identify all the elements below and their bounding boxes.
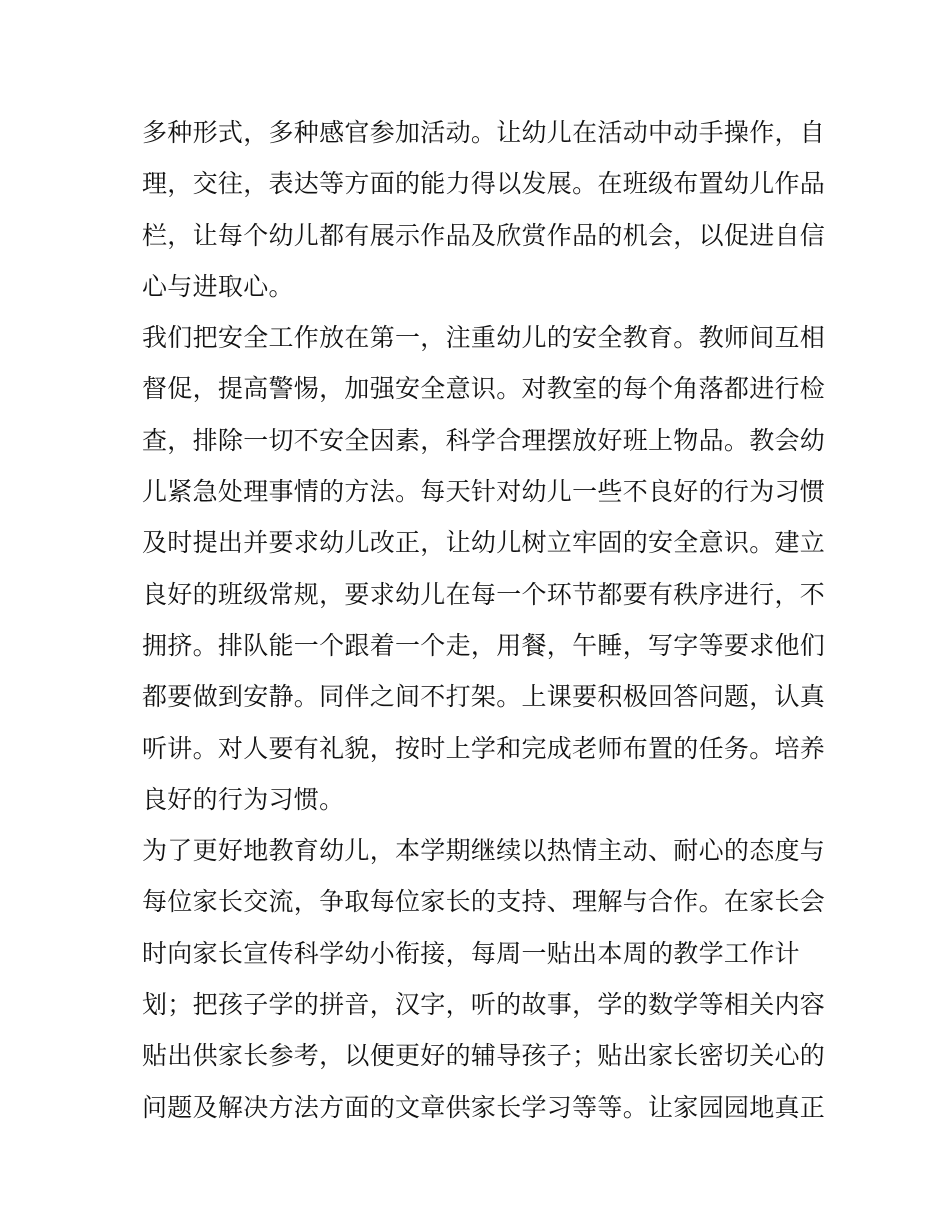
text-line: 栏，让每个幼儿都有展示作品及欣赏作品的机会，以促进自信: [142, 220, 826, 250]
text-line: 时向家长宣传科学幼小衔接，每周一贴出本周的教学工作计: [142, 938, 800, 968]
text-line: 心与进取心。: [142, 271, 294, 301]
text-line: 良好的行为习惯。: [142, 784, 345, 814]
text-line: 都要做到安静。同伴之间不打架。上课要积极回答问题，认真: [142, 682, 826, 712]
text-line: 理，交往，表达等方面的能力得以发展。在班级布置幼儿作品: [142, 169, 826, 199]
text-line: 儿紧急处理事情的方法。每天针对幼儿一些不良好的行为习惯: [142, 477, 826, 507]
text-line: 每位家长交流，争取每位家长的支持、理解与合作。在家长会: [142, 887, 826, 917]
text-line: 查，排除一切不安全因素，科学合理摆放好班上物品。教会幼: [142, 425, 826, 455]
text-line: 划；把孩子学的拼音，汉字，听的故事，学的数学等相关内容: [142, 990, 826, 1020]
text-line: 问题及解决方法方面的文章供家长学习等等。让家园园地真正: [142, 1092, 826, 1122]
body-text: [142, 107, 826, 1133]
text-line: 多种形式，多种感官参加活动。让幼儿在活动中动手操作，自: [142, 118, 826, 147]
text-line: 良好的班级常规，要求幼儿在每一个环节都要有秩序进行，不: [142, 579, 826, 609]
text-line: 拥挤。排队能一个跟着一个走，用餐，午睡，写字等要求他们: [142, 630, 826, 660]
text-line: 及时提出并要求幼儿改正，让幼儿树立牢固的安全意识。建立: [142, 528, 826, 558]
text-line: 我们把安全工作放在第一，注重幼儿的安全教育。教师间互相: [142, 323, 826, 353]
text-line: 为了更好地教育幼儿，本学期继续以热情主动、耐心的态度与: [142, 836, 826, 866]
text-line: 贴出供家长参考，以便更好的辅导孩子；贴出家长密切关心的: [142, 1041, 826, 1071]
text-line: 听讲。对人要有礼貌，按时上学和完成老师布置的任务。培养: [142, 733, 826, 763]
text-line: 督促，提高警惕，加强安全意识。对教室的每个角落都进行检: [142, 374, 826, 404]
